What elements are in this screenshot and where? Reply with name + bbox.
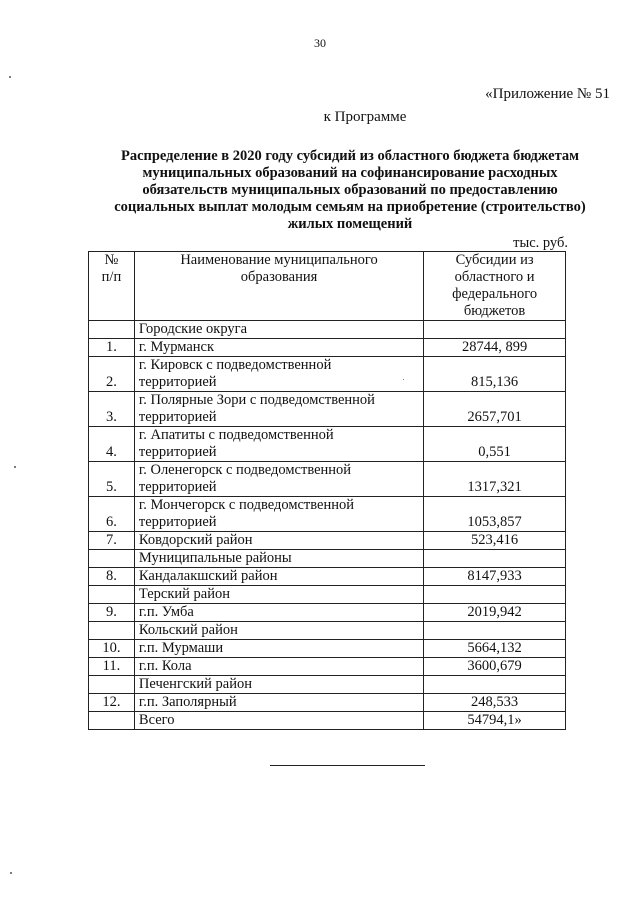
row-value: 8147,933 — [424, 568, 566, 586]
table-row — [89, 640, 566, 658]
header-text: № — [104, 252, 119, 268]
row-number: 2. — [89, 357, 135, 392]
row-number — [89, 712, 135, 730]
row-number — [89, 550, 135, 568]
scan-speck — [10, 872, 12, 874]
table-row — [89, 427, 566, 462]
row-name-line: г.п. Кола — [138, 658, 192, 674]
row-name — [134, 586, 423, 604]
table-row — [89, 357, 566, 392]
page-number: 30 — [314, 36, 326, 50]
row-value: 28744, 899 — [424, 339, 566, 357]
row-name-line: Муниципальные районы — [138, 550, 292, 566]
row-name — [134, 392, 423, 427]
heading-line: Распределение в 2020 году субсидий из областного бюджета бюджетам — [120, 148, 580, 164]
row-number — [89, 622, 135, 640]
row-name-line: г. Оленегорск с подведомственной — [138, 462, 352, 478]
row-name-line: Всего — [138, 712, 175, 728]
table-row — [89, 622, 566, 640]
header-subsidy — [424, 252, 566, 321]
row-name-line: Кольский район — [138, 622, 238, 638]
unit-label: тыс. руб. — [513, 235, 568, 251]
distribution-table — [88, 251, 566, 730]
row-value: 1053,857 — [424, 497, 566, 532]
row-name — [134, 462, 423, 497]
header-number — [89, 252, 135, 321]
row-number: 7. — [89, 532, 135, 550]
row-name-line: Печенгский район — [138, 676, 252, 692]
row-number: 12. — [89, 694, 135, 712]
row-number — [89, 676, 135, 694]
heading-line: муниципальных образований на софинансирование расходных — [142, 165, 558, 181]
table-row — [89, 586, 566, 604]
row-value: 2657,701 — [424, 392, 566, 427]
row-number: 8. — [89, 568, 135, 586]
table-row — [89, 694, 566, 712]
row-value: 5664,132 — [424, 640, 566, 658]
table-row — [89, 550, 566, 568]
row-name-line: территорией — [138, 444, 217, 460]
row-number: 11. — [89, 658, 135, 676]
row-name — [134, 321, 423, 339]
row-name — [134, 357, 423, 392]
row-value: 54794,1» — [424, 712, 566, 730]
row-name-line: Терский район — [138, 586, 230, 602]
row-number: 1. — [89, 339, 135, 357]
row-name — [134, 532, 423, 550]
row-name-line: г.п. Заполярный — [138, 694, 237, 710]
row-name-line: территорией — [138, 409, 217, 425]
row-name — [134, 339, 423, 357]
scan-speck — [403, 379, 404, 380]
header-name — [134, 252, 423, 321]
row-value — [424, 586, 566, 604]
row-name — [134, 427, 423, 462]
table-row — [89, 676, 566, 694]
row-value — [424, 676, 566, 694]
header-text: образования — [240, 269, 318, 285]
table-row — [89, 339, 566, 357]
row-number: 5. — [89, 462, 135, 497]
row-value — [424, 550, 566, 568]
table-row — [89, 568, 566, 586]
row-number: 4. — [89, 427, 135, 462]
table-header-row — [89, 252, 566, 321]
row-name-line: Кандалакшский район — [138, 568, 278, 584]
row-name — [134, 550, 423, 568]
row-name — [134, 658, 423, 676]
row-number: 9. — [89, 604, 135, 622]
appendix-subtitle: к Программе — [323, 109, 407, 125]
table-row — [89, 604, 566, 622]
row-name-line: г.п. Умба — [138, 604, 194, 620]
row-value: 815,136 — [424, 357, 566, 392]
row-name — [134, 497, 423, 532]
header-text: федерального — [452, 286, 538, 302]
row-name — [134, 694, 423, 712]
row-name-line: г. Мончегорск с подведомственной — [138, 497, 354, 513]
row-value: 0,551 — [424, 427, 566, 462]
row-value: 3600,679 — [424, 658, 566, 676]
row-name — [134, 676, 423, 694]
table-row — [89, 712, 566, 730]
row-name — [134, 712, 423, 730]
row-name-line: г. Кировск с подведомственной — [138, 357, 332, 373]
scan-speck — [9, 76, 11, 78]
row-name-line: г.п. Мурмаши — [138, 640, 224, 656]
row-value: 1317,321 — [424, 462, 566, 497]
row-name-line: г. Мурманск — [138, 339, 215, 355]
header-text: п/п — [101, 269, 122, 285]
row-value: 523,416 — [424, 532, 566, 550]
row-name-line: Городские округа — [138, 321, 248, 337]
row-value — [424, 321, 566, 339]
row-name-line: Ковдорский район — [138, 532, 253, 548]
row-name-line: г. Полярные Зори с подведомственной — [138, 392, 375, 408]
row-name-line: территорией — [138, 514, 217, 530]
document-heading — [80, 148, 620, 233]
table-row — [89, 392, 566, 427]
row-name — [134, 640, 423, 658]
scan-speck — [14, 466, 16, 468]
header-text: бюджетов — [463, 303, 526, 319]
heading-line: социальных выплат молодым семьям на приобретение (строительство) — [114, 199, 586, 215]
row-name — [134, 604, 423, 622]
table-row — [89, 321, 566, 339]
row-number: 3. — [89, 392, 135, 427]
table-row — [89, 462, 566, 497]
row-number: 10. — [89, 640, 135, 658]
heading-line: жилых помещений — [287, 216, 413, 232]
row-number — [89, 586, 135, 604]
row-number: 6. — [89, 497, 135, 532]
row-name-line: г. Апатиты с подведомственной — [138, 427, 334, 443]
row-name — [134, 568, 423, 586]
row-value: 248,533 — [424, 694, 566, 712]
header-text: областного и — [454, 269, 535, 285]
row-value: 2019,942 — [424, 604, 566, 622]
row-name — [134, 622, 423, 640]
table-row — [89, 658, 566, 676]
header-text: Субсидии из — [455, 252, 534, 268]
row-number — [89, 321, 135, 339]
appendix-title: «Приложение № 51 — [485, 86, 610, 102]
row-value — [424, 622, 566, 640]
header-text: Наименование муниципального — [180, 252, 378, 268]
row-name-line: территорией — [138, 479, 217, 495]
closing-rule — [270, 765, 425, 766]
table-row — [89, 497, 566, 532]
heading-line: обязательств муниципальных образований по предоставлению — [142, 182, 558, 198]
table-row — [89, 532, 566, 550]
row-name-line: территорией — [138, 374, 217, 390]
